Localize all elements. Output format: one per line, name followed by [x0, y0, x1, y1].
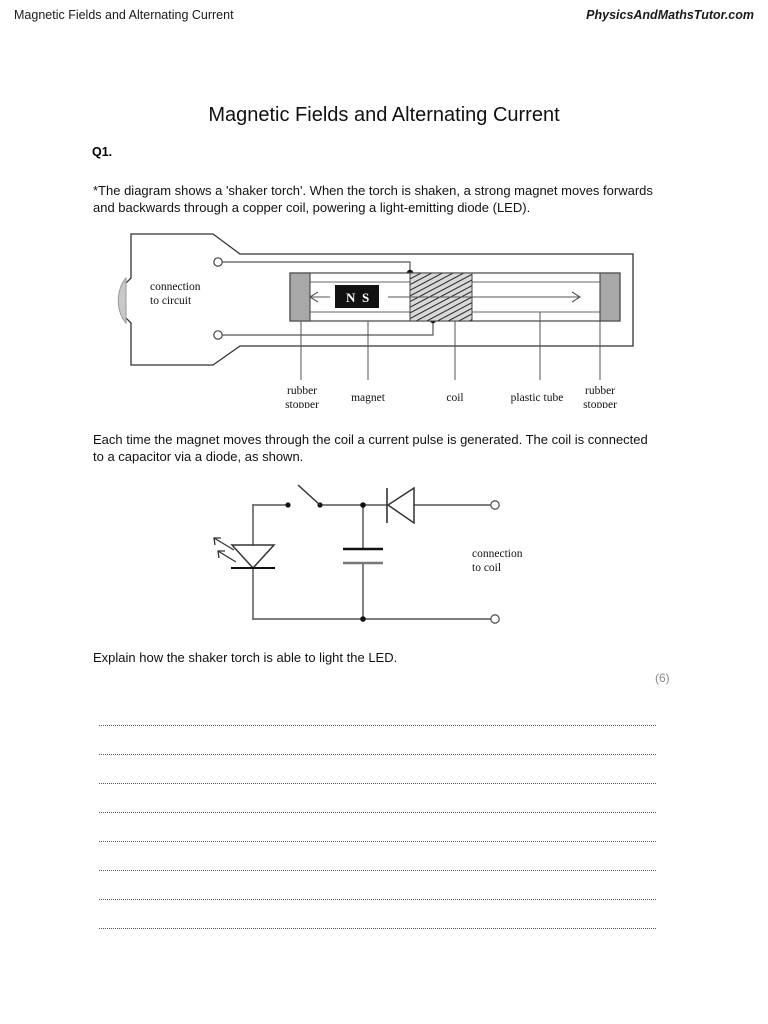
header-brand-watermark: PhysicsAndMathsTutor.com: [586, 8, 754, 22]
capacitor-circuit-diagram: [200, 480, 540, 630]
magnet-pole-north: N: [346, 290, 356, 305]
torch-terminal-top: [214, 258, 222, 266]
magnet-block: [335, 285, 379, 308]
intro-paragraph: *The diagram shows a 'shaker torch'. When the torch is shaken, a strong magnet moves forwards and backwards through a copper coil, powering a light-emitting diode (LED).: [93, 183, 653, 215]
callout-label-4-line2: stopper: [583, 399, 617, 408]
answer-lines-area[interactable]: [99, 697, 656, 929]
callout-label-0-line1: rubber: [286, 385, 318, 397]
callout-label-0-line2: stopper: [285, 399, 319, 408]
coil-terminal-top: [491, 501, 499, 509]
middle-paragraph: Each time the magnet moves through the coil a current pulse is generated. The coil is connected to a capacitor via a diode, as shown.: [93, 432, 648, 464]
page-header: [0, 8, 768, 30]
led-triangle: [232, 545, 274, 568]
answer-line[interactable]: [99, 871, 656, 900]
callout-label-3-line1: plastic tube: [510, 392, 564, 404]
question-number: Q1.: [92, 145, 113, 159]
answer-line[interactable]: [99, 900, 656, 929]
question-prompt: Explain how the shaker torch is able to light the LED.: [93, 650, 398, 665]
connection-to-circuit-label-line2: to circuit: [150, 295, 192, 307]
switch-lever: [298, 485, 320, 505]
answer-line[interactable]: [99, 842, 656, 871]
torch-lens: [118, 278, 126, 323]
header-document-title: Magnetic Fields and Alternating Current: [14, 8, 234, 22]
switch-symbol: [285, 485, 322, 508]
callout-label-1-line1: magnet: [351, 392, 385, 404]
shaker-torch-diagram: [100, 228, 660, 408]
junction-node-bottom: [360, 616, 366, 622]
coil-terminal-bottom: [491, 615, 499, 623]
answer-line[interactable]: [99, 726, 656, 755]
rubber-stopper-right: [600, 273, 620, 321]
connection-to-circuit-label-line1: connection: [150, 281, 201, 293]
led-symbol: [214, 538, 275, 568]
capacitor-symbol: [343, 549, 383, 563]
callout-label-2-line1: coil: [446, 392, 464, 404]
junction-node-top: [360, 502, 366, 508]
led-emission-arrows: [214, 538, 236, 562]
answer-line[interactable]: [99, 813, 656, 842]
connection-to-coil-label-line2: to coil: [472, 562, 502, 574]
switch-contact-left: [285, 502, 290, 507]
diode-symbol: [387, 488, 414, 523]
torch-terminal-bottom: [214, 331, 222, 339]
connection-to-coil-label-line1: connection: [472, 548, 523, 560]
answer-line[interactable]: [99, 784, 656, 813]
marks-allocation: (6): [655, 671, 670, 685]
answer-line[interactable]: [99, 697, 656, 726]
callout-label-4-line1: rubber: [584, 385, 616, 397]
answer-line[interactable]: [99, 755, 656, 784]
page-title: Magnetic Fields and Alternating Current: [208, 104, 560, 126]
diode-triangle: [388, 488, 414, 523]
magnet-pole-south: S: [362, 290, 370, 305]
rubber-stopper-left: [290, 273, 310, 321]
